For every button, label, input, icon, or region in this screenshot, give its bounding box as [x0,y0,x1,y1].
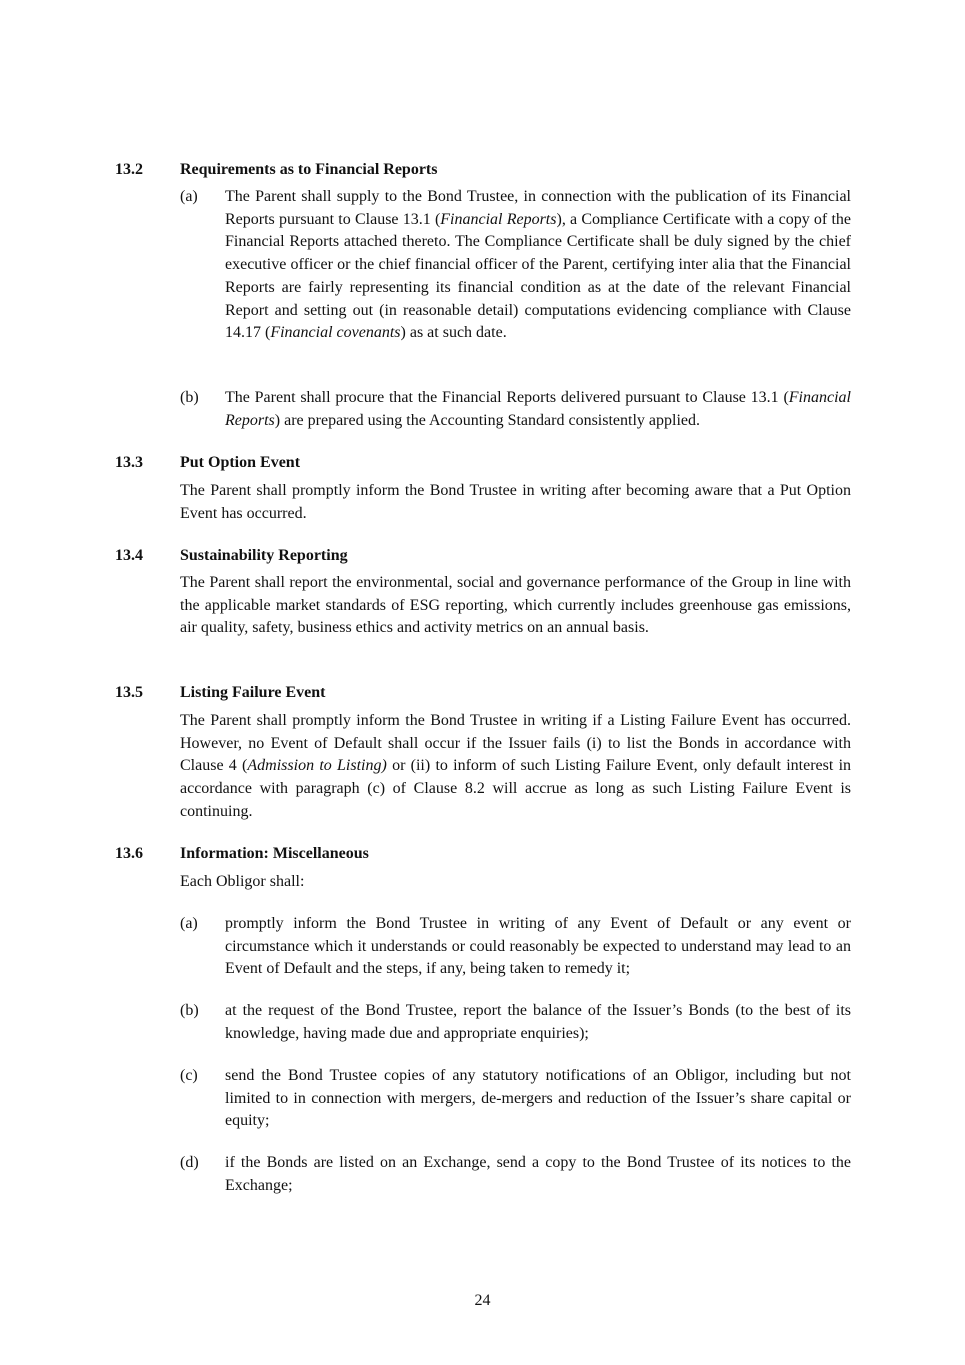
item-label: (b) [180,1002,199,1019]
section-number: 13.6 [115,845,143,862]
section-heading: Listing Failure Event [180,684,326,701]
paragraph: promptly inform the Bond Trustee in writing of any Event of Default or any event or circumstance which it understands or could reasonably be expected to understand may lead to an Event of Default and the steps, if any, being taken to remedy it; [225,915,851,978]
item-label: (a) [180,915,198,932]
paragraph: The Parent shall promptly inform the Bond Trustee in writing if a Listing Failure Event has occurred. However, no Event of Default shall occur if the Issuer fails (i) to list the Bonds in accordance with Clause 4 (Admission to Listing) or (ii) to inform of such Listing Failure Event, only default interest in accordance with paragraph (c) of Clause 8.2 will accrue as long as such Listing Failure Event is continuing. [180,712,852,820]
item-label: (b) [180,389,199,406]
page-number: 24 [474,1292,491,1309]
section-heading: Put Option Event [180,454,301,471]
paragraph: at the request of the Bond Trustee, report the balance of the Issuer’s Bonds (to the best of its knowledge, having made due and appropriate enquiries); [225,1002,851,1042]
section-heading: Sustainability Reporting [180,547,348,564]
paragraph: The Parent shall promptly inform the Bond Trustee in writing after becoming aware that a Put Option Event has occurred. [180,482,851,522]
item-label: (d) [180,1154,199,1171]
paragraph: Each Obligor shall: [180,873,305,890]
section-number: 13.3 [115,454,143,471]
paragraph: send the Bond Trustee copies of any statutory notifications of an Obligor, including but not limited to in connection with mergers, de-mergers and reduction of the Issuer’s share capital or equity; [225,1067,851,1130]
section-number: 13.2 [115,161,143,178]
paragraph: The Parent shall procure that the Financial Reports delivered pursuant to Clause 13.1 (Financial Reports) are prepared using the Accounting Standard consistently applied. [225,389,851,429]
section-number: 13.5 [115,684,143,701]
item-label: (c) [180,1067,198,1084]
section-number: 13.4 [115,547,143,564]
section-heading: Information: Miscellaneous [180,845,369,862]
paragraph: The Parent shall supply to the Bond Trustee, in connection with the publication of its Financial Reports pursuant to Clause 13.1 (Financial Reports), a Compliance Certificate with a copy of the Financial Reports attached thereto. The Compliance Certificate shall be duly signed by the chief executive officer or the chief financial officer of the Parent, certifying inter alia that the Financial Reports are fairly representing its financial condition as at the date of the relevant Financial Report and setting out (in reasonable detail) computations evidencing compliance with Clause 14.17 (Financial covenants) as at such date. [225,188,851,342]
paragraph: The Parent shall report the environmental, social and governance performance of the Group in line with the applicable market standards of ESG reporting, which currently includes greenhouse gas emissions, air quality, safety, business ethics and activity metrics on an annual basis. [180,574,851,637]
paragraph: if the Bonds are listed on an Exchange, send a copy to the Bond Trustee of its notices to the Exchange; [225,1154,851,1194]
section-heading: Requirements as to Financial Reports [180,161,438,178]
item-label: (a) [180,188,198,205]
